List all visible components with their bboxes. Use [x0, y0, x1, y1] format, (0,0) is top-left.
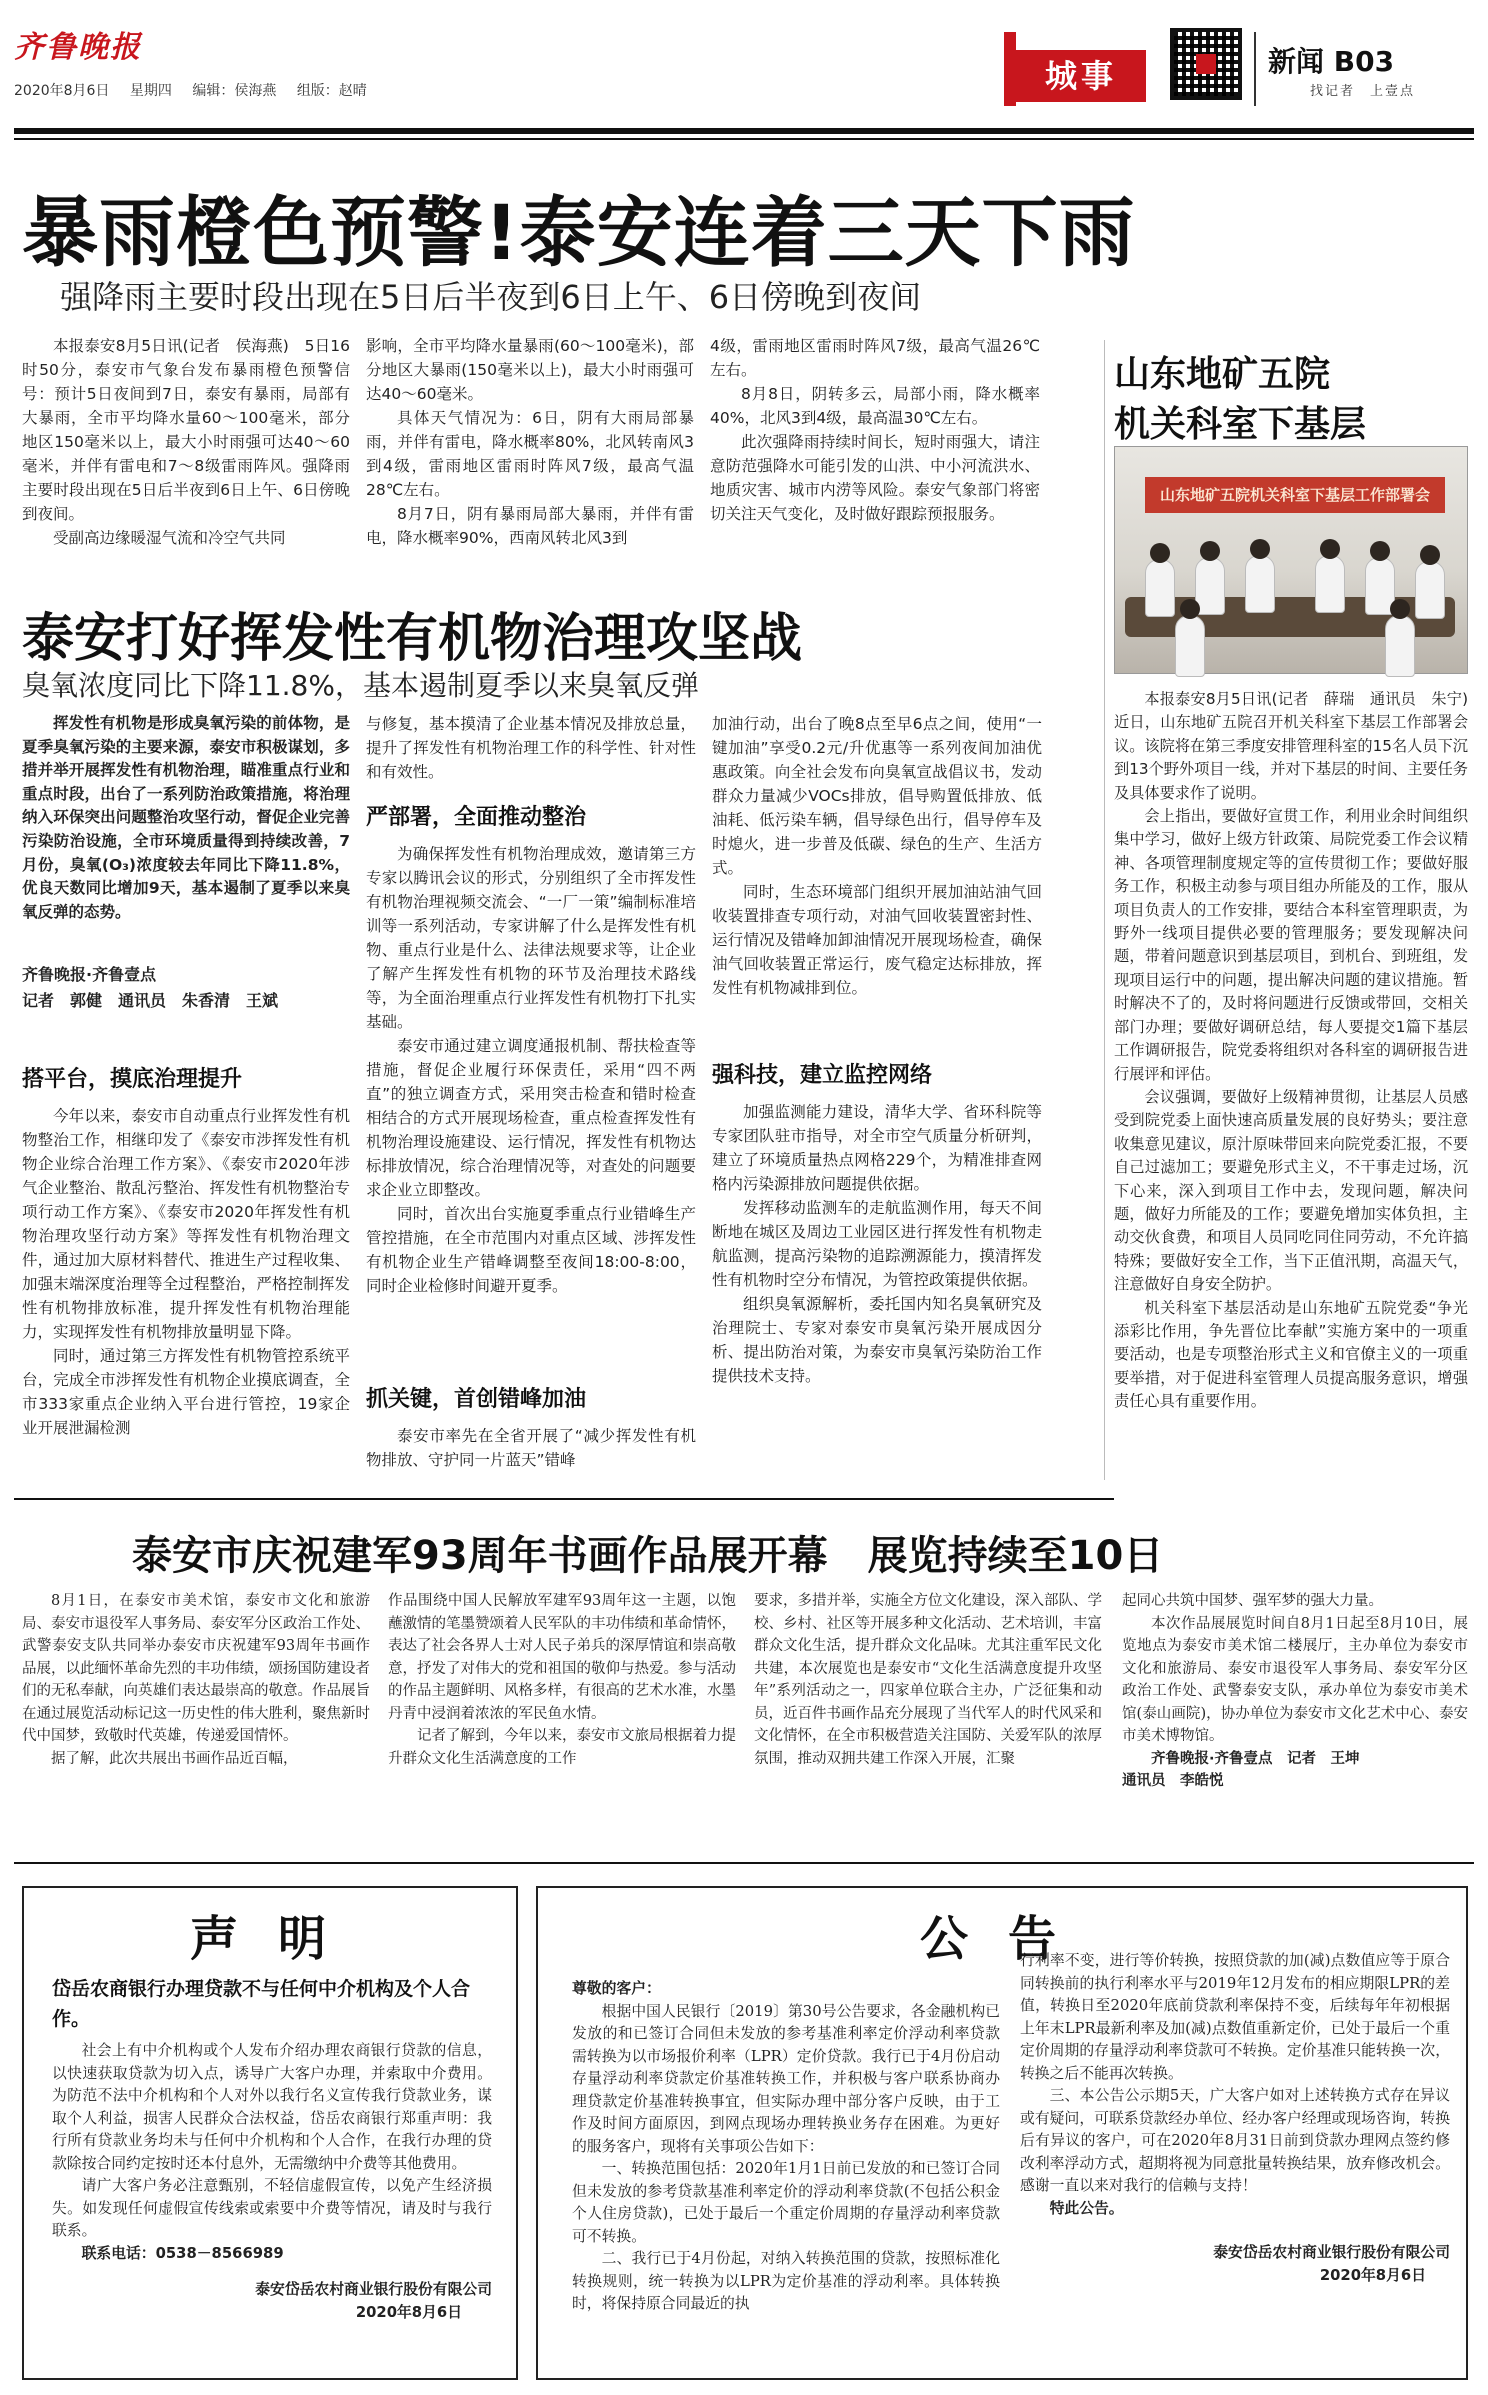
paragraph: 8月7日，阴有暴雨局部大暴雨，并伴有雷电，降水概率90%，西南风转北风3到 — [366, 505, 694, 547]
article1-column-3 — [710, 334, 1040, 554]
paragraph: 8月1日，在泰安市美术馆，泰安市文化和旅游局、泰安市退役军人事务局、泰安军分区政治工作处、武警泰安支队共同举办泰安市庆祝建军93周年书画作品展，以此缅怀革命先烈的丰功伟绩，颂扬国防建设者们的无私奉献，向英雄们表达最崇高的敬意。作品展旨在通过展览活动标记这一历史性的伟大胜利，聚焦新时代中国梦，致敬时代英雄，传递爱国情怀。 — [22, 1593, 370, 1744]
article2-column-2b — [366, 842, 696, 1362]
section-heading: 严部署，全面推动整治 — [366, 805, 587, 830]
dateline — [14, 80, 383, 100]
notice-title: 公告 — [920, 1911, 1097, 1967]
paragraph: 为确保挥发性有机物治理成效，邀请第三方专家以腾讯会议的形式，分别组织了全市挥发性有机物治理视频交流会、“一厂一策”编制标准培训等一系列活动，专家讲解了什么是挥发性有机物、重点行业是什么、法律法规要求等，让企业了解产生挥发性有机物的环节及治理技术路线等，为全面治理重点行业挥发性有机物打下扎实基础。 — [366, 845, 696, 1031]
paragraph: 会议强调，要做好上级精神贯彻，让基层人员感受到院党委上面快速高质量发展的良好势头；要注意收集意见建议，原汁原味带回来向院党委汇报，不要自己过滤加工；要避免形式主义，不干事走过场，沉下心来，深入到项目工作中去，发现问题，解决问题，做好力所能及的工作；要避免增加实体负担，主动交伙食费，和项目人员同吃同住同劳动，不允许搞特殊；要做好安全工作，当下正值汛期，高温天气，注意做好自身安全防护。 — [1114, 1087, 1468, 1294]
article2-column-3 — [712, 712, 1042, 1042]
statement-subtitle: 岱岳农商银行办理贷款不与任何中介机构及个人合作。 — [52, 1978, 471, 2030]
byline-correspondent: 通讯员 李皓悦 — [1122, 1773, 1224, 1789]
paragraph: 同时，通过第三方挥发性有机物管控系统平台，完成全市涉挥发性有机物企业摸底调查，全市333家重点企业纳入平台进行管控，19家企业开展泄漏检测 — [22, 1347, 350, 1437]
article2-subheadline: 臭氧浓度同比下降11.8%，基本遏制夏季以来臭氧反弹 — [22, 669, 699, 702]
paragraph: 受副高边缘暖湿气流和冷空气共同 — [53, 529, 286, 547]
editor-credit: 编辑：侯海燕 — [192, 83, 277, 99]
photo-banner-text: 山东地矿五院机关科室下基层工作部署会 — [1145, 477, 1445, 513]
notice-date: 2020年8月6日 — [1319, 2266, 1426, 2284]
paragraph: 二、我行已于4月份起，对纳入转换范围的贷款，按照标准化转换规则，统一转换为以LPR为定价基准的浮动利率。具体转换时，将保持原合同最近的执 — [572, 2250, 1000, 2312]
article2-headline: 泰安打好挥发性有机物治理攻坚战 — [22, 609, 803, 669]
masthead — [14, 18, 1474, 128]
byline-outlet: 齐鲁晚报·齐鲁壹点 — [22, 965, 157, 984]
paragraph: 4级，雷雨地区雷雨时阵风7级，最高气温26℃左右。 — [710, 337, 1040, 379]
sidebar-divider — [1104, 340, 1105, 1480]
paragraph: 据了解，此次共展出书画作品近百幅， — [51, 1750, 298, 1767]
article1-subheadline: 强降雨主要时段出现在5日后半夜到6日上午、6日傍晚到夜间 — [60, 278, 922, 316]
qr-code-icon — [1170, 28, 1242, 100]
sidebar-title-line1: 山东地矿五院 — [1114, 354, 1331, 395]
sidebar-title — [1114, 350, 1366, 450]
article2-column-2c — [366, 1424, 696, 1474]
article2-byline — [22, 962, 352, 1014]
paragraph: 会上指出，要做好宣贯工作，利用业余时间组织集中学习，做好上级方针政策、局院党委工作会议精神、各项管理制度规定等的宣传贯彻工作；要做好服务工作，积极主动参与项目组办所能及的工作，服从项目负责人的工作安排，要结合本科室管理职责，为野外一线项目提供必要的管理服务；要发现解决问题，带着问题意识到基层项目，到机台、到班组，发现项目运行中的问题，提出解决问题的建议措施。暂时解决不了的，及时将问题进行反馈或带回，交相关部门办理；要做好调研总结，每人要提交1篇下基层工作调研报告，院党委将组织对各科室的调研报告进行展评和评估。 — [1114, 807, 1468, 1083]
newspaper-logo: 齐鲁晚报 — [14, 30, 142, 65]
paragraph: 今年以来，泰安市自动重点行业挥发性有机物整治工作，相继印发了《泰安市涉挥发性有机物企业综合治理工作方案》、《泰安市2020年涉气企业整治、散乱污整治、挥发性有机物整治专项行动工作方案》、《泰安市2020年挥发性有机物治理攻坚行动方案》等挥发性有机物治理文件，通过加大原材料替代、推进生产过程收集、加强末端深度治理等全过程整治，严格控制挥发性有机物排放标准，提升挥发性有机物治理能力，实现挥发性有机物排放量明显下降。 — [22, 1107, 350, 1341]
paragraph: 行利率不变，进行等价转换，按照贷款的加(减)点数值应等于原合同转换前的执行利率水平与2019年12月发布的相应期限LPR的差值，转换日至2020年底前贷款利率保持不变，后续每年年初根据上年末LPR最新利率及加(减)点数值重新定价，已处于最后一个重定价周期的存量浮动利率贷款可不转换。定价基准只能转换一次，转换之后不能再次转换。 — [1020, 1952, 1450, 2082]
statement-signature: 泰安岱岳农村商业银行股份有限公司 — [255, 2281, 492, 2298]
article2-lead — [22, 712, 350, 948]
masthead-rule-thin — [14, 138, 1474, 140]
paragraph: 影响，全市平均降水量暴雨(60～100毫米)，部分地区大暴雨(150毫米以上)，最大小时雨强可达40～60毫米。 — [366, 337, 694, 403]
paragraph: 此次强降雨持续时间长，短时雨强大，请注意防范强降水可能引发的山洪、中小河流洪水、地质灾害、城市内涝等风险。泰安气象部门将密切关注天气变化，及时做好跟踪预报服务。 — [710, 433, 1040, 523]
paragraph: 作品围绕中国人民解放军建军93周年这一主题，以饱蘸激情的笔墨赞颂着人民军队的丰功伟绩和革命情怀，表达了社会各界人士对人民子弟兵的深厚情谊和崇高敬意，抒发了对伟大的党和祖国的敬仰与热爱。参与活动的作品主题鲜明、风格多样，有很高的艺术水准，水墨丹青中浸润着浓浓的军民鱼水情。 — [388, 1593, 736, 1722]
issue-weekday: 星期四 — [129, 83, 172, 99]
article2-column-2 — [366, 712, 696, 784]
byline-outlet: 齐鲁晚报·齐鲁壹点 记者 王坤 — [1151, 1750, 1360, 1767]
paragraph: 组织臭氧源解析，委托国内知名臭氧研究及治理院士、专家对泰安市臭氧污染开展成因分析、提出防治对策，为泰安市臭氧污染防治工作提供技术支持。 — [712, 1295, 1042, 1385]
paragraph: 本次作品展展览时间自8月1日起至8月10日，展览地点为泰安市美术馆二楼展厅，主办单位为泰安市文化和旅游局、泰安市退役军人事务局、泰安军分区政治工作处、武警泰安支队，承办单位为泰安市美术馆(泰山画院)，协办单位为泰安市文化艺术中心、泰安市美术博物馆。 — [1122, 1615, 1468, 1744]
paragraph: 记者了解到，今年以来，泰安市文旅局根据着力提升群众文化生活满意度的工作 — [388, 1728, 736, 1767]
sidebar-title-line2: 机关科室下基层 — [1114, 404, 1367, 445]
paragraph: 同时，生态环境部门组织开展加油站油气回收装置排查专项行动，对油气回收装置密封性、运行情况及错峰加卸油情况开展现场检查，确保油气回收装置正常运行，废气稳定达标排放，挥发性有机物减排到位。 — [712, 883, 1042, 997]
paragraph: 与修复，基本摸清了企业基本情况及排放总量，提升了挥发性有机物治理工作的科学性、针对性和有效性。 — [366, 715, 696, 781]
statement-title: 声明 — [190, 1911, 367, 1967]
notice-greeting: 尊敬的客户： — [572, 1980, 661, 1997]
byline-reporters: 记者 郭健 通讯员 朱香清 王斌 — [22, 991, 279, 1010]
paragraph: 社会上有中介机构或个人发布介绍办理农商银行贷款的信息，以快速获取贷款为切入点，诱导广大客户办理，并索取中介费用。为防范不法中介机构和个人对外以我行名义宣传我行贷款业务，谋取个人利益，损害人民群众合法权益，岱岳农商银行郑重声明：我行所有贷款业务均未与任何中介机构和个人合作，在我行办理的贷款除按合同约定按时还本付息外，无需缴纳中介费等其他费用。 — [52, 2042, 492, 2172]
meeting-photo — [1114, 446, 1468, 674]
contact-phone: 联系电话：0538－8566989 — [81, 2244, 284, 2262]
article3-column-2 — [388, 1590, 736, 1844]
article1-column-1 — [22, 334, 350, 554]
paragraph: 三、本公告公示期5天，广大客户如对上述转换方式存在异议或有疑问，可联系贷款经办单位、经办客户经理或现场咨询，转换后有异议的客户，可在2020年8月31日前到贷款办理网点签约修改利率浮动方式，超期将视为同意批量转换结果，放弃修改机会。感谢一直以来对我行的信赖与支持！ — [1020, 2087, 1450, 2194]
article1-column-2 — [366, 334, 694, 554]
statement-body — [52, 2040, 492, 2366]
article2-column-1 — [22, 1104, 350, 1478]
notice-column-1 — [572, 1978, 1000, 2370]
ads-top-rule — [14, 1862, 1474, 1864]
article1-headline: 暴雨橙色预警!泰安连着三天下雨 — [22, 188, 1136, 277]
article2-column-3b — [712, 1100, 1042, 1476]
lead-paragraph: 挥发性有机物是形成臭氧污染的前体物，是夏季臭氧污染的主要来源，泰安市积极谋划，多措并举开展挥发性有机物治理，瞄准重点行业和重点时段，出台了一系列防治政策措施，将治理纳入环保突出问题整治攻坚行动，督促企业完善污染防治设施，全市环境质量得到持续改善，7月份，臭氧(O₃)浓度较去年同比下降11.8%，优良天数同比增加9天，基本遏制了夏季以来臭氧反弹的态势。 — [22, 714, 350, 921]
section-heading: 强科技，建立监控网络 — [712, 1063, 933, 1088]
article3-column-1 — [22, 1590, 370, 1844]
article3-headline: 泰安市庆祝建军93周年书画作品展开幕 展览持续至10日 — [132, 1533, 1164, 1579]
paragraph: 特此公告。 — [1049, 2199, 1124, 2217]
paragraph: 加强监测能力建设，清华大学、省环科院等专家团队驻市指导，对全市空气质量分析研判，建立了环境质量热点网格229个，为精准排查网格内污染源排放问题提供依据。 — [712, 1103, 1042, 1193]
sidebar-body — [1114, 688, 1484, 1474]
paragraph: 本报泰安8月5日讯(记者 侯海燕) 5日16时50分，泰安市气象台发布暴雨橙色预警信号：预计5日夜间到7日，泰安有暴雨，局部有大暴雨，全市平均降水量60～100毫米，部分地区150毫米以上，最大小时雨强可达40～60毫米，并伴有雷电和7～8级雷雨阵风。强降雨主要时段出现在5日后半夜到6日上午、6日傍晚到夜间。 — [22, 337, 350, 523]
paragraph: 机关科室下基层活动是山东地矿五院党委“争光添彩比作用，争先晋位比奉献”实施方案中的一项重要活动，也是专项整治形式主义和官僚主义的一项重要举措，对于促进科室管理人员提高服务意识，增强责任心具有重要作用。 — [1114, 1298, 1468, 1411]
notice-column-2 — [1020, 1950, 1450, 2370]
paragraph: 请广大客户务必注意甄别，不轻信虚假宣传，以免产生经济损失。如发现任何虚假宣传线索或索要中介费等情况，请及时与我行联系。 — [52, 2177, 492, 2239]
section-heading: 搭平台，摸底治理提升 — [22, 1067, 243, 1092]
paragraph: 同时，首次出台实施夏季重点行业错峰生产管控措施，在全市范围内对重点区域、涉挥发性有机物企业生产错峰调整至夜间18:00-8:00，同时企业检修时间避开夏季。 — [366, 1205, 696, 1295]
paragraph: 加油行动，出台了晚8点至早6点之间，使用“一键加油”享受0.2元/升优惠等一系列夜间加油优惠政策。向全社会发布向臭氧宣战倡议书，发动群众力量减少VOCs排放，倡导购置低排放、低油耗、低污染车辆，倡导绿色出行，倡导停车及时熄火，进一步普及低碳、绿色的生产、生活方式。 — [712, 715, 1042, 877]
article3-top-rule — [14, 1498, 1114, 1500]
designer-credit: 组版：赵晴 — [296, 83, 367, 99]
reporter-label: 找记者 上壹点 — [1310, 84, 1416, 99]
paragraph: 8月8日，阴转多云，局部小雨，降水概率40%，北风3到4级，最高温30℃左右。 — [710, 385, 1040, 427]
paragraph: 要求，多措并举，实施全方位文化建设，深入部队、学校、乡村、社区等开展多种文化活动、艺术培训，丰富群众文化生活，提升群众文化品味。尤其注重军民文化共建，本次展览也是泰安市“文化生活满意度提升攻坚年”系列活动之一，四家单位联合主办，广泛征集和动员，近百件书画作品充分展现了当代军人的时代风采和文化情怀，在全市积极营造关注国防、关爱军队的浓厚氛围，推动双拥共建工作深入开展，汇聚 — [754, 1593, 1102, 1767]
paragraph: 发挥移动监测车的走航监测作用，每天不间断地在城区及周边工业园区进行挥发性有机物走航监测，提高污染物的追踪溯源能力，摸清挥发性有机物时空分布情况，为管控政策提供依据。 — [712, 1199, 1042, 1289]
paragraph: 具体天气情况为：6日，阴有大雨局部暴雨，并伴有雷电，降水概率80%，北风转南风3到4级，雷雨地区雷雨时阵风7级，最高气温28℃左右。 — [366, 409, 694, 499]
article3-column-3 — [754, 1590, 1102, 1844]
article3-column-4 — [1122, 1590, 1468, 1844]
notice-signature: 泰安岱岳农村商业银行股份有限公司 — [1213, 2244, 1450, 2261]
section-tab-bar — [1004, 32, 1016, 106]
paragraph: 泰安市率先在全省开展了“减少挥发性有机物排放、守护同一片蓝天”错峰 — [366, 1427, 696, 1469]
section-heading: 抓关键，首创错峰加油 — [366, 1387, 587, 1412]
paragraph: 本报泰安8月5日讯(记者 薛瑞 通讯员 朱宁) 近日，山东地矿五院召开机关科室下基层工作部署会议。该院将在第三季度安排管理科室的15名人员下沉到13个野外项目一线，并对下基层的时间、主要任务及具体要求作了说明。 — [1114, 690, 1484, 802]
paragraph: 泰安市通过建立调度通报机制、帮扶检查等措施，督促企业履行环保责任，采用“四不两直”的独立调查方式，采用突击检查和错时检查相结合的方式开展现场检查，重点检查挥发性有机物治理设施建设、运行情况，挥发性有机物达标排放情况，综合治理情况等，对查处的问题要求企业立即整改。 — [366, 1037, 696, 1199]
paragraph: 根据中国人民银行〔2019〕第30号公告要求，各金融机构已发放的和已签订合同但未发放的参考基准利率定价浮动利率贷款需转换为以市场报价利率（LPR）定价贷款。我行已于4月份启动存量浮动利率贷款定价基准转换工作，并积极与客户联系协商办理贷款定价基准转换事宜，但实际办理中部分客户反映，由于工作及时间方面原因，到网点现场办理转换业务存在困难。为更好的服务客户，现将有关事项公告如下： — [572, 2002, 1000, 2155]
masthead-rule — [14, 128, 1474, 134]
issue-date: 2020年8月6日 — [14, 83, 110, 99]
section-tab — [1004, 32, 1154, 106]
page-label: 新闻 B03 — [1268, 45, 1395, 78]
statement-date: 2020年8月6日 — [355, 2303, 462, 2321]
paragraph: 一、转换范围包括：2020年1月1日前已发放的和已签订合同但未发放的参考贷款基准利率定价的浮动利率贷款(不包括公积金个人住房贷款)，已处于最后一个重定价周期的存量浮动利率贷款可不转换。 — [572, 2160, 1000, 2245]
section-name: 城事 — [1016, 50, 1146, 102]
masthead-divider — [1254, 32, 1256, 106]
paragraph: 起同心共筑中国梦、强军梦的强大力量。 — [1122, 1593, 1383, 1609]
